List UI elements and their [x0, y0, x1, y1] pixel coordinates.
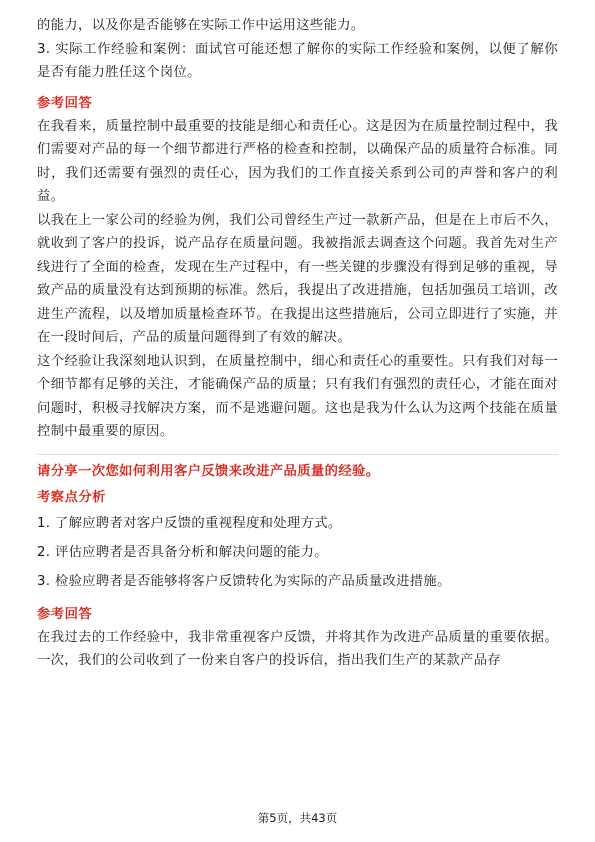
page-number: 第5页，共43页	[257, 811, 338, 825]
interview-question: 请分享一次您如何利用客户反馈来改进产品质量的经验。	[37, 463, 380, 479]
answer-paragraph: 在我看来，质量控制中最重要的技能是细心和责任心。这是因为在质量控制过程中，我们需要对产品的每一个细节都进行严格的检查和控制，以确保产品的质量符合标准。同时，我们还需要有强烈的责任心，因为我们的工作直接关系到公司的声誉和客户的利益。	[37, 118, 558, 204]
body-text: 的能力，以及你是否能够在实际工作中运用这些能力。	[37, 18, 365, 33]
list-item: 3. 实际工作经验和案例：面试官可能还想了解你的实际工作经验和案例，以便了解你是否有能力胜任这个岗位。	[37, 41, 558, 80]
analysis-heading: 考察点分析	[37, 489, 106, 505]
reference-answer-heading: 参考回答	[37, 606, 93, 622]
analysis-item: 3. 检验应聘者是否能够将客户反馈转化为实际的产品质量改进措施。	[37, 573, 451, 589]
analysis-item: 2. 评估应聘者是否具备分析和解决问题的能力。	[37, 544, 328, 560]
document-page	[37, 14, 558, 673]
reference-answer-heading: 参考回答	[37, 95, 93, 111]
analysis-item: 1. 了解应聘者对客户反馈的重视程度和处理方式。	[37, 515, 342, 531]
answer-paragraph: 在我过去的工作经验中，我非常重视客户反馈，并将其作为改进产品质量的重要依据。一次，我们的公司收到了一份来自客户的投诉信，指出我们生产的某款产品存	[37, 629, 558, 668]
answer-paragraph: 这个经验让我深刻地认识到，在质量控制中，细心和责任心的重要性。只有我们对每一个细节都有足够的关注，才能确保产品的质量；只有我们有强烈的责任心，才能在面对问题时，积极寻找解决方案，而不是逃避问题。这也是我为什么认为这两个技能在质量控制中最重要的原因。	[37, 353, 558, 439]
answer-paragraph: 以我在上一家公司的经验为例，我们公司曾经生产过一款新产品，但是在上市后不久，就收到了客户的投诉，说产品存在质量问题。我被指派去调查这个问题。我首先对生产线进行了全面的检查，发现在生产过程中，有一些关键的步骤没有得到足够的重视，导致产品的质量没有达到预期的标准。然后，我提出了改进措施，包括加强员工培训，改进生产流程，以及增加质量检查环节。在我提出这些措施后，公司立即进行了实施，并在一段时间后，产品的质量问题得到了有效的解决。	[37, 212, 558, 345]
